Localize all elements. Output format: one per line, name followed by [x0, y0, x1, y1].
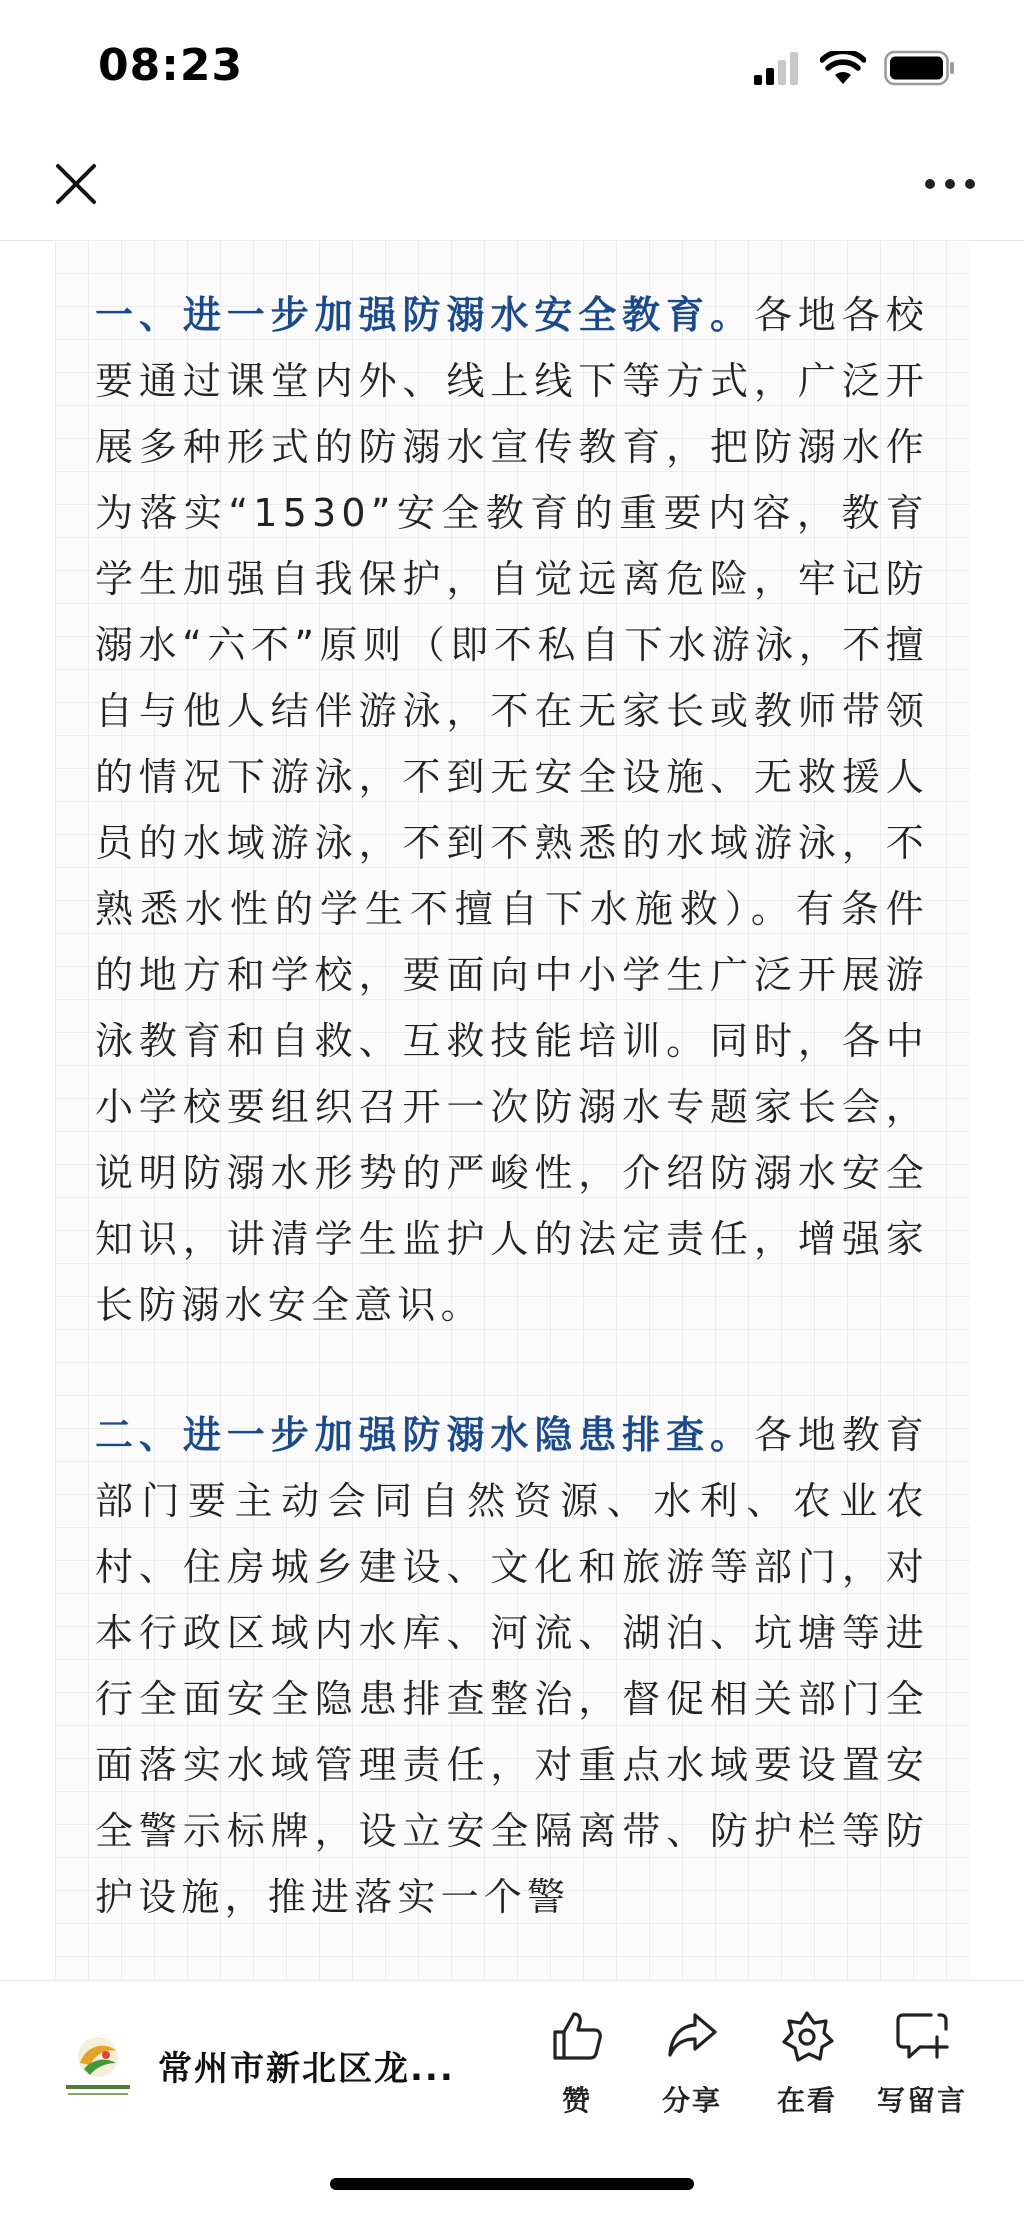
like-label: 赞: [561, 2084, 592, 2117]
status-bar: [0, 0, 1024, 130]
section-heading: 二、进一步加强防溺水隐患排查。: [95, 1413, 754, 1457]
status-icons: [752, 48, 956, 88]
comment-button[interactable]: [867, 2009, 977, 2119]
more-button[interactable]: [920, 166, 980, 202]
home-indicator[interactable]: [330, 2178, 694, 2190]
more-icon: [920, 166, 980, 202]
cellular-signal-icon: [752, 51, 802, 85]
close-icon: [48, 156, 104, 212]
share-label: 分享: [661, 2084, 722, 2117]
status-time: 08:23: [98, 40, 244, 91]
close-button[interactable]: [48, 156, 104, 212]
thumbs-up-icon: [550, 2009, 604, 2063]
comment-add-icon: [893, 2009, 951, 2063]
top-nav: [0, 130, 1024, 241]
share-icon: [665, 2009, 719, 2063]
flower-icon: [780, 2009, 834, 2063]
like-button[interactable]: [522, 2009, 632, 2119]
article-paragraph: [55, 1402, 969, 1930]
watching-button[interactable]: [752, 2009, 862, 2119]
section-body: 各地各校要通过课堂内外、线上线下等方式，广泛开展多种形式的防溺水宣传教育，把防溺水作为落实“1530”安全教育的重要内容，教育学生加强自我保护，自觉远离危险，牢记防溺水“六不”原则（即不私自下水游泳，不擅自与他人结伴游泳，不在无家长或教师带领的情况下游泳，不到无安全设施、无救援人员的水域游泳，不到不熟悉的水域游泳，不熟悉水性的学生不擅自下水施救）。有条件的地方和学校，要面向中小学生广泛开展游泳教育和自救、互救技能培训。同时，各中小学校要组织召开一次防溺水专题家长会，说明防溺水形势的严峻性，介绍防溺水安全知识，讲清学生监护人的法定责任，增强家长防溺水安全意识。: [95, 293, 929, 1327]
comment-label: 写留言: [876, 2084, 967, 2117]
section-body: 各地教育部门要主动会同自然资源、水利、农业农村、住房城乡建设、文化和旅游等部门，对本行政区域内水库、河流、湖泊、坑塘等进行全面安全隐患排查整治，督促相关部门全面落实水域管理责任，对重点水域要设置安全警示标牌，设立安全隔离带、防护栏等防护设施，推进落实一个警: [95, 1413, 929, 1919]
share-button[interactable]: [637, 2009, 747, 2119]
watching-label: 在看: [776, 2084, 837, 2117]
wifi-icon: [820, 51, 866, 85]
article-paragraph: [55, 282, 969, 1338]
account-name[interactable]: 常州市新北区龙...: [158, 2049, 455, 2089]
account-logo[interactable]: [58, 2029, 138, 2109]
section-heading: 一、进一步加强防溺水安全教育。: [95, 293, 754, 337]
battery-icon: [884, 50, 956, 86]
article-content: [55, 240, 969, 1980]
